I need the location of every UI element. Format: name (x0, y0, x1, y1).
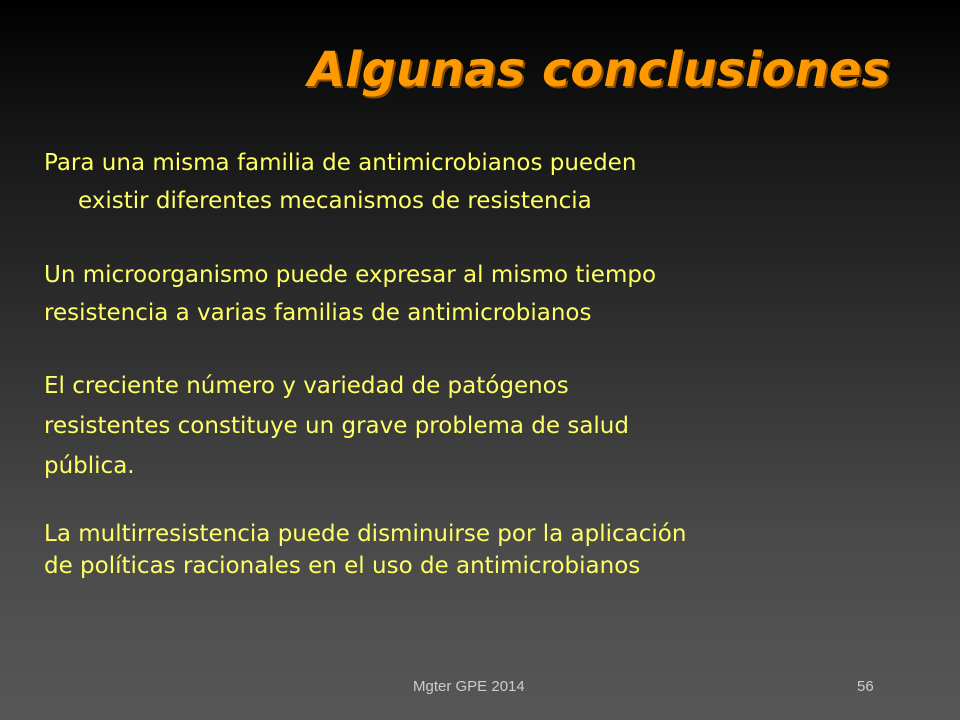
paragraph-line: La multirresistencia puede disminuirse por la aplicación (44, 521, 687, 547)
slide-title: Algunas conclusiones (308, 42, 890, 98)
footer-text: Mgter GPE 2014 (413, 678, 525, 695)
paragraph-line: El creciente número y variedad de patógenos (44, 373, 569, 399)
paragraph-line: resistentes constituye un grave problema de salud (44, 413, 629, 439)
conclusion-paragraph-1 (44, 144, 636, 220)
conclusion-paragraph-2 (44, 256, 656, 332)
paragraph-line: resistencia a varias familias de antimicrobianos (44, 300, 592, 326)
conclusion-paragraph-3 (44, 366, 629, 486)
conclusion-paragraph-4 (44, 518, 686, 582)
paragraph-line: existir diferentes mecanismos de resistencia (78, 188, 592, 214)
page-number: 56 (857, 678, 874, 695)
paragraph-line: pública. (44, 453, 135, 479)
paragraph-line: Para una misma familia de antimicrobianos pueden (44, 150, 637, 176)
paragraph-line: de políticas racionales en el uso de antimicrobianos (44, 553, 641, 579)
paragraph-line: Un microorganismo puede expresar al mismo tiempo (44, 262, 657, 288)
